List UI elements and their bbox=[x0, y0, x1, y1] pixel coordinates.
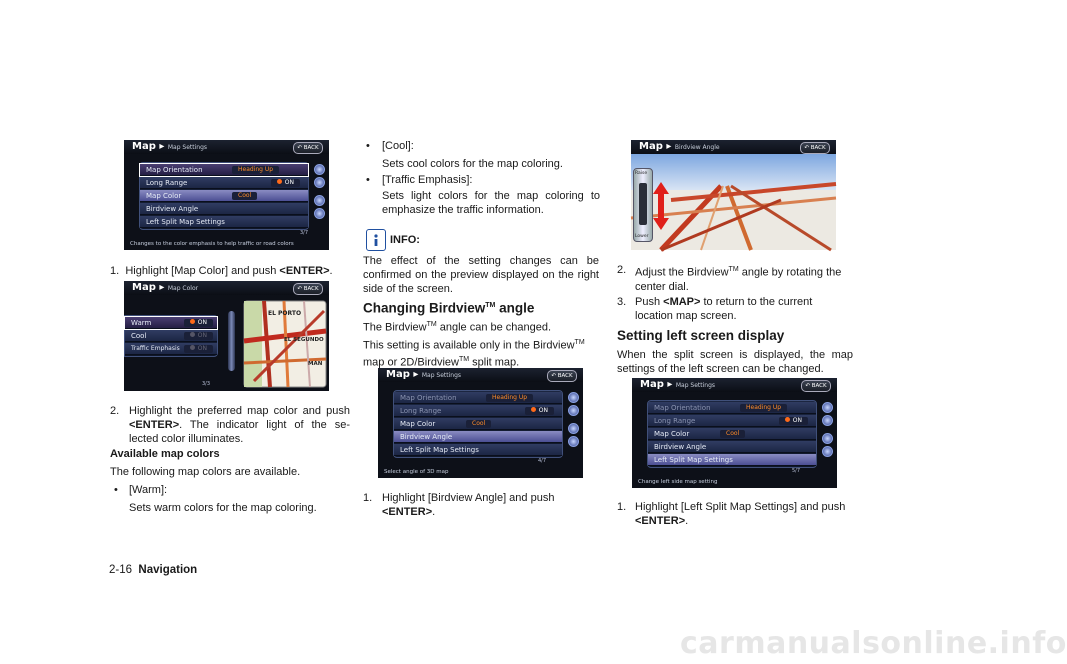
left-screen-para: When the split screen is displayed, the map settings of the left screen can be changed. bbox=[617, 349, 853, 375]
back-button[interactable]: ↶ BACK bbox=[293, 142, 323, 154]
bullet-icon: • bbox=[366, 174, 370, 186]
screenshot-birdview-angle: Map ▸ Birdview Angle ↶ BACK Raise Lower bbox=[631, 140, 836, 250]
birdview-p1: The Birdview™ angle can be changed. bbox=[363, 321, 552, 334]
back-button[interactable]: ↶ BACK bbox=[547, 370, 577, 382]
scroll-bottom-icon[interactable] bbox=[822, 433, 833, 444]
row-map-orientation[interactable]: Map Orientation Heading Up bbox=[140, 164, 308, 176]
available-colors-intro: The following map colors are available. bbox=[110, 466, 301, 478]
traffic-desc: Sets light colors for the map coloring to emphasize the traffic information. bbox=[382, 190, 600, 216]
row-left-split-map[interactable]: Left Split Map Settings bbox=[648, 454, 816, 466]
scroll-up-icon[interactable] bbox=[822, 402, 833, 413]
col1-step1: 1. Highlight [Map Color] and push <ENTER>. bbox=[110, 265, 333, 277]
scroll-up-icon[interactable] bbox=[314, 164, 325, 175]
col1-step2: 2. Highlight the preferred map color and push <ENTER>. The indicator light of the se-lected color illuminates. bbox=[110, 405, 350, 445]
cool-label: [Cool]: bbox=[382, 140, 414, 152]
bullet-icon: • bbox=[366, 140, 370, 152]
scroll-bottom-icon[interactable] bbox=[568, 423, 579, 434]
birdview-heading: Changing Birdview™ angle bbox=[363, 300, 535, 316]
info-icon bbox=[366, 229, 386, 251]
scroll-down-icon[interactable] bbox=[822, 446, 833, 457]
warm-label: [Warm]: bbox=[129, 484, 168, 496]
row-long-range[interactable]: Long Range ON bbox=[648, 415, 816, 427]
cool-desc: Sets cool colors for the map coloring. bbox=[382, 158, 563, 170]
birdview-p2: This setting is available only in the Birdview™ map or 2D/Birdview™ split map. bbox=[363, 339, 585, 369]
scroll-down-icon[interactable] bbox=[568, 436, 579, 447]
traffic-label: [Traffic Emphasis]: bbox=[382, 174, 473, 186]
row-map-color[interactable]: Map Color Cool bbox=[394, 418, 562, 430]
screenshot-map-color: Map ▸ Map Color ↶ BACK Warm ON Cool ON Traffic Emphasis ON EL PORTO EL SEGUNDO MAN 3/3 bbox=[124, 281, 329, 391]
col2-step1: 1. Highlight [Birdview Angle] and push <ENTER>. bbox=[363, 492, 555, 518]
warm-desc: Sets warm colors for the map coloring. bbox=[129, 502, 317, 514]
back-button[interactable]: ↶ BACK bbox=[801, 380, 831, 392]
screenshot-map-settings-2: Map ▸ Map Settings ↶ BACK Map Orientation Heading Up Long Range ON Map Color Cool Birdview Angle Left Split Map Settings 4/7 Select angle of 3D map bbox=[378, 368, 583, 478]
row-left-split-map[interactable]: Left Split Map Settings bbox=[140, 216, 308, 228]
left-screen-heading: Setting left screen display bbox=[617, 328, 785, 343]
info-text: The effect of the setting changes can be confirmed on the preview displayed on the right side of the screen. bbox=[363, 255, 599, 295]
row-long-range[interactable]: Long Range ON bbox=[140, 177, 308, 189]
row-map-color[interactable]: Map Color Cool bbox=[648, 428, 816, 440]
col3-step3: 3. Push <MAP> to return to the current location map screen. bbox=[617, 296, 813, 322]
scroll-slider[interactable] bbox=[228, 311, 235, 371]
angle-control[interactable]: Raise Lower bbox=[633, 168, 653, 242]
back-button[interactable]: ↶ BACK bbox=[800, 142, 830, 154]
row-birdview-angle[interactable]: Birdview Angle bbox=[394, 431, 562, 443]
screenshot-map-settings-3: Map ▸ Map Settings ↶ BACK Map Orientation Heading Up Long Range ON Map Color Cool Birdview Angle Left Split Map Settings 5/7 Change left side map setting bbox=[632, 378, 837, 488]
up-down-arrow-icon bbox=[653, 182, 669, 230]
info-label: INFO: bbox=[390, 234, 420, 246]
col3-step2: 2. Adjust the Birdview™ angle by rotating the center dial. bbox=[617, 264, 842, 293]
row-warm[interactable]: Warm ON bbox=[125, 317, 217, 329]
scroll-top-icon[interactable] bbox=[568, 405, 579, 416]
page-footer bbox=[109, 564, 197, 576]
scroll-top-icon[interactable] bbox=[822, 415, 833, 426]
screenshot-map-settings-1: Map ▸ Map Settings ↶ BACK Map Orientation Heading Up Long Range ON Map Color Cool Birdview Angle Left Split Map Settings 3/7 Changes to the color emphasis to help traffic or road colors bbox=[124, 140, 329, 250]
row-long-range[interactable]: Long Range ON bbox=[394, 405, 562, 417]
scroll-bottom-icon[interactable] bbox=[314, 195, 325, 206]
page-number: 2-16 bbox=[109, 564, 133, 576]
bullet-icon: • bbox=[114, 484, 118, 496]
back-button[interactable]: ↶ BACK bbox=[293, 283, 323, 295]
map-preview bbox=[244, 301, 326, 387]
map-label-man: MAN bbox=[308, 361, 323, 367]
row-map-color[interactable]: Map Color Cool bbox=[140, 190, 308, 202]
scroll-down-icon[interactable] bbox=[314, 208, 325, 219]
available-colors-heading: Available map colors bbox=[110, 448, 220, 460]
map-label-el-segundo: EL SEGUNDO bbox=[284, 337, 324, 343]
row-birdview-angle[interactable]: Birdview Angle bbox=[648, 441, 816, 453]
watermark: carmanualsonline.info bbox=[680, 626, 1067, 661]
section-name: Navigation bbox=[138, 564, 198, 576]
row-map-orientation[interactable]: Map Orientation Heading Up bbox=[394, 392, 562, 404]
row-traffic-emphasis[interactable]: Traffic Emphasis ON bbox=[125, 343, 217, 355]
col3-step1: 1. Highlight [Left Split Map Settings] and push <ENTER>. bbox=[617, 501, 846, 527]
row-map-orientation[interactable]: Map Orientation Heading Up bbox=[648, 402, 816, 414]
scroll-up-icon[interactable] bbox=[568, 392, 579, 403]
map-label-el-porto: EL PORTO bbox=[268, 310, 302, 317]
scroll-top-icon[interactable] bbox=[314, 177, 325, 188]
row-left-split-map[interactable]: Left Split Map Settings bbox=[394, 444, 562, 456]
row-birdview-angle[interactable]: Birdview Angle bbox=[140, 203, 308, 215]
row-cool[interactable]: Cool ON bbox=[125, 330, 217, 342]
